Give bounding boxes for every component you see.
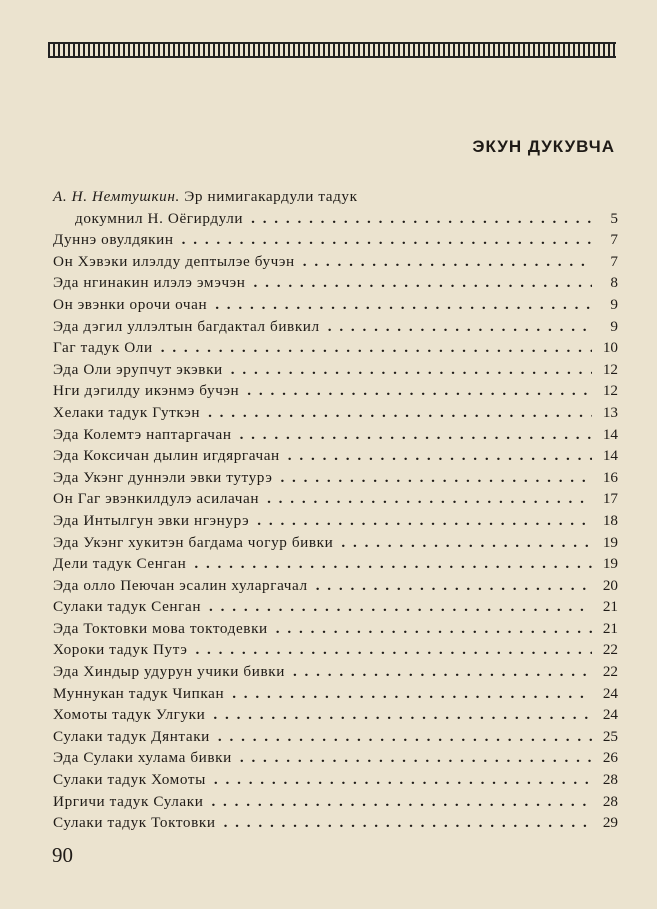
toc-entry-title: Дели тадук Сенган xyxy=(53,555,187,573)
toc-entry xyxy=(53,402,618,424)
toc-entry-page: 7 xyxy=(610,231,618,249)
toc-entry-title: Эда дэгил уллэлтын багдактал бивкил xyxy=(53,317,320,335)
toc-entry-title-part1: Эр нимигакардули тадук xyxy=(184,188,358,205)
toc-entry-title: Эда олло Пеючан эсалин хуларгачал xyxy=(53,576,308,594)
dot-leader xyxy=(208,402,592,424)
toc-entry-title: Хелаки тадук Гуткэн xyxy=(53,403,201,421)
toc-entry xyxy=(53,553,618,575)
toc-entry xyxy=(53,510,618,532)
toc-entry-page: 12 xyxy=(602,382,618,400)
toc-entry xyxy=(53,704,618,726)
dot-leader xyxy=(211,791,592,813)
toc-entry-page: 24 xyxy=(602,684,618,702)
section-title: ЭКУН ДУКУВЧА xyxy=(472,137,615,156)
dot-leader xyxy=(251,208,592,230)
dot-leader xyxy=(288,445,592,467)
toc-entry-page: 28 xyxy=(602,771,618,789)
dot-leader xyxy=(316,575,592,597)
dot-leader xyxy=(293,661,592,683)
toc-entry-page: 14 xyxy=(602,447,618,465)
dot-leader xyxy=(267,488,592,510)
dot-leader xyxy=(213,704,592,726)
toc-first-entry-line1 xyxy=(53,186,618,208)
toc-entry xyxy=(53,596,618,618)
toc-entry-page: 29 xyxy=(602,814,618,832)
dot-leader xyxy=(231,359,592,381)
toc-entry xyxy=(53,229,618,251)
toc-entry xyxy=(53,251,618,273)
dot-leader xyxy=(195,639,592,661)
dot-leader xyxy=(257,510,592,532)
toc-entry xyxy=(53,791,618,813)
toc-entry-title: Сулаки тадук Хомоты xyxy=(53,771,206,789)
dot-leader xyxy=(194,553,592,575)
toc-entry xyxy=(53,316,618,338)
toc-entry-title: Хороки тадук Путэ xyxy=(53,641,188,659)
toc-list xyxy=(53,229,618,834)
toc-entry xyxy=(53,726,618,748)
toc-entry-page: 14 xyxy=(602,425,618,443)
toc-entry xyxy=(53,380,618,402)
dot-leader xyxy=(341,532,592,554)
toc-entry xyxy=(53,272,618,294)
toc-entry-author: А. Н. Немтушкин. xyxy=(53,188,180,205)
toc-entry-page: 28 xyxy=(602,792,618,810)
dot-leader xyxy=(161,337,592,359)
dot-leader xyxy=(240,424,592,446)
toc-entry-title: Он эвэнки орочи очан xyxy=(53,295,208,313)
toc-entry-title: Эда Интылгун эвки нгэнурэ xyxy=(53,511,250,529)
dot-leader xyxy=(240,747,592,769)
decorative-ornament-border xyxy=(48,42,616,58)
toc-entry xyxy=(53,769,618,791)
toc-entry-page: 19 xyxy=(602,533,618,551)
dot-leader xyxy=(232,683,592,705)
toc-entry-page: 24 xyxy=(602,706,618,724)
toc-entry xyxy=(53,488,618,510)
toc-entry-title: Иргичи тадук Сулаки xyxy=(53,792,204,810)
toc-entry-page: 20 xyxy=(602,576,618,594)
dot-leader xyxy=(215,294,592,316)
dot-leader xyxy=(280,467,592,489)
toc-entry xyxy=(53,661,618,683)
toc-entry-title: Эда Колемтэ наптаргачан xyxy=(53,425,232,443)
toc-entry-title: Он Гаг эвэнкилдулэ асилачан xyxy=(53,490,260,508)
toc-entry xyxy=(53,359,618,381)
dot-leader xyxy=(247,380,592,402)
toc-entry-page: 7 xyxy=(610,252,618,270)
toc-entry-title: Эда Сулаки хулама бивки xyxy=(53,749,232,767)
toc-entry xyxy=(53,639,618,661)
toc-entry-page: 8 xyxy=(610,274,618,292)
toc-entry xyxy=(53,812,618,834)
toc-entry xyxy=(53,445,618,467)
toc-entry-title: Нги дэгилду икэнмэ бучэн xyxy=(53,382,240,400)
toc-entry-page: 22 xyxy=(602,663,618,681)
toc-entry-page: 18 xyxy=(602,511,618,529)
dot-leader xyxy=(224,812,592,834)
toc-entry-page: 21 xyxy=(602,619,618,637)
toc-entry xyxy=(53,208,618,230)
toc-entry xyxy=(53,532,618,554)
toc-entry-title: Эда Укэнг хукитэн багдама чогур бивки xyxy=(53,533,334,551)
toc-entry-title: Эда нгинакин илэлэ эмэчэн xyxy=(53,274,246,292)
toc-entry xyxy=(53,618,618,640)
toc-entry-page: 17 xyxy=(602,490,618,508)
toc-entry-title: Эда Оли эрупчут экэвки xyxy=(53,360,223,378)
dot-leader xyxy=(254,272,592,294)
toc-entry xyxy=(53,467,618,489)
toc-entry-page: 10 xyxy=(602,339,618,357)
table-of-contents xyxy=(53,186,618,834)
toc-entry-title: Эда Укэнг дуннэли эвки тутурэ xyxy=(53,468,273,486)
toc-entry-page: 13 xyxy=(602,403,618,421)
toc-entry xyxy=(53,424,618,446)
toc-entry-page: 9 xyxy=(610,317,618,335)
toc-entry xyxy=(53,294,618,316)
dot-leader xyxy=(303,251,592,273)
dot-leader xyxy=(328,316,592,338)
dot-leader xyxy=(209,596,592,618)
toc-entry-title: Дуннэ овулдякин xyxy=(53,231,174,249)
toc-entry-title: Он Хэвэки илэлду дептылэе бучэн xyxy=(53,252,295,270)
dot-leader xyxy=(276,618,592,640)
toc-entry-page: 9 xyxy=(610,295,618,313)
toc-entry-title: Эда Коксичан дылин игдяргачан xyxy=(53,447,280,465)
toc-entry-title: Сулаки тадук Дянтаки xyxy=(53,727,210,745)
toc-entry xyxy=(53,337,618,359)
toc-entry-page: 25 xyxy=(602,727,618,745)
dot-leader xyxy=(182,229,592,251)
toc-entry-title: Эда Хиндыр удурун учики бивки xyxy=(53,663,285,681)
toc-entry-title: Сулаки тадук Токтовки xyxy=(53,814,216,832)
toc-entry-page: 16 xyxy=(602,468,618,486)
toc-entry-page: 21 xyxy=(602,598,618,616)
toc-entry xyxy=(53,683,618,705)
toc-entry-page: 26 xyxy=(602,749,618,767)
toc-entry-page: 5 xyxy=(610,209,618,227)
page-number: 90 xyxy=(52,843,73,867)
toc-entry-page: 12 xyxy=(602,360,618,378)
toc-entry-title: Сулаки тадук Сенган xyxy=(53,598,202,616)
toc-entry xyxy=(53,747,618,769)
toc-entry-title: Муннукан тадук Чипкан xyxy=(53,684,225,702)
dot-leader xyxy=(218,726,592,748)
dot-leader xyxy=(214,769,592,791)
toc-entry-title: докумнил Н. Оёгирдули xyxy=(75,209,244,227)
toc-entry-title: Гаг тадук Оли xyxy=(53,339,153,357)
toc-entry-page: 19 xyxy=(602,555,618,573)
toc-entry-page: 22 xyxy=(602,641,618,659)
toc-entry-title: Хомоты тадук Улгуки xyxy=(53,706,206,724)
toc-entry-title: Эда Токтовки мова токтодевки xyxy=(53,619,268,637)
toc-entry xyxy=(53,575,618,597)
